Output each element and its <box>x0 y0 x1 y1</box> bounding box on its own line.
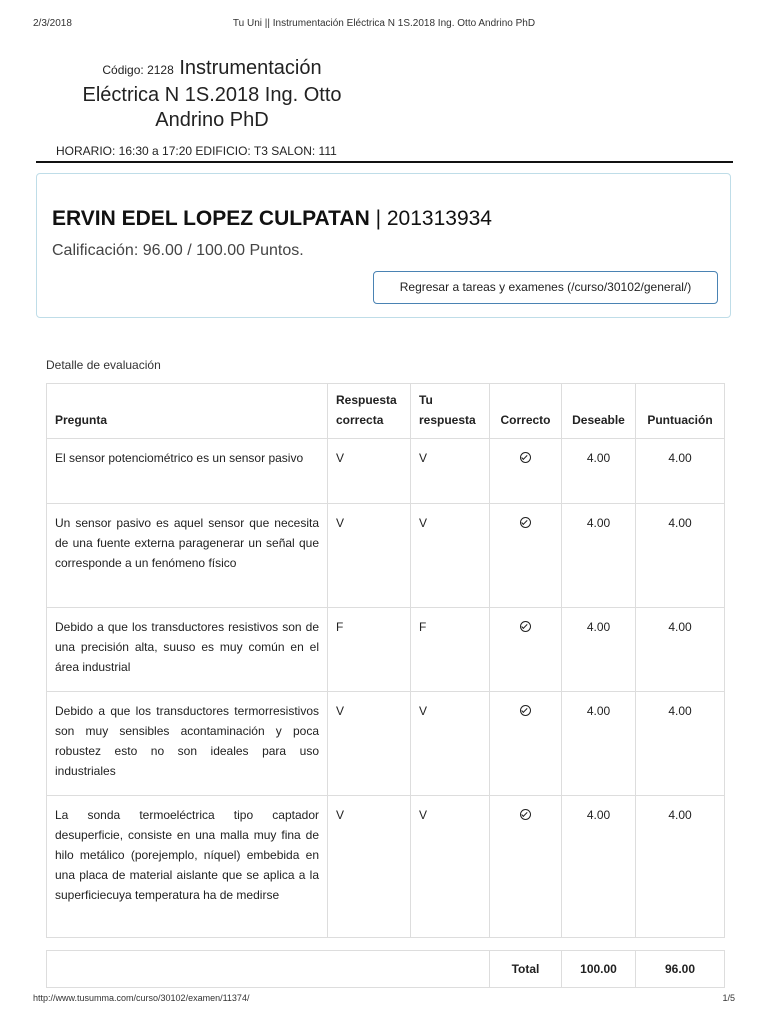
question-cell: Un sensor pasivo es aquel sensor que necesita de una fuente externa paragenerar un señal que corresponde a un fenómeno físico <box>47 504 328 608</box>
check-circle-icon <box>520 621 531 632</box>
print-title: Tu Uni || Instrumentación Eléctrica N 1S.2018 Ing. Otto Andrino PhD <box>232 18 536 29</box>
score-cell: 4.00 <box>636 796 725 938</box>
col-header-desired: Deseable <box>562 384 636 439</box>
course-name-line3: Andrino PhD <box>155 109 269 131</box>
correct-cell <box>490 504 562 608</box>
desired-cell: 4.00 <box>562 608 636 692</box>
print-date: 2/3/2018 <box>33 18 72 29</box>
col-header-score: Puntuación <box>636 384 725 439</box>
correct-answer-cell: V <box>328 796 411 938</box>
col-header-correct-answer: Respuesta correcta <box>328 384 411 439</box>
correct-answer-cell: F <box>328 608 411 692</box>
col-header-correct: Correcto <box>490 384 562 439</box>
question-cell: Debido a que los transductores termorresistivos son muy sensibles acontaminación y poca robustez esto no son ideales para uso industriales <box>47 692 328 796</box>
student-panel <box>36 173 731 318</box>
table-header-row <box>47 384 725 439</box>
check-circle-icon <box>520 705 531 716</box>
correct-answer-cell: V <box>328 692 411 796</box>
grade-summary: Calificación: 96.00 / 100.00 Puntos. <box>52 242 304 259</box>
table-row <box>47 692 725 796</box>
table-row <box>47 504 725 608</box>
question-cell: La sonda termoeléctrica tipo captador desuperficie, consiste en una malla muy fina de hilo metálico (porejemplo, níquel) embebida en una placa de material aislante que se aplica a la superficiecuya temperatura ha de medirse <box>47 796 328 938</box>
correct-answer-cell: V <box>328 439 411 504</box>
your-answer-cell: V <box>411 796 490 938</box>
correct-cell <box>490 608 562 692</box>
score-cell: 4.00 <box>636 439 725 504</box>
course-name-line2: Eléctrica N 1S.2018 Ing. Otto <box>82 84 342 106</box>
course-name-line1: Instrumentación <box>179 57 322 79</box>
correct-cell <box>490 439 562 504</box>
student-name: ERVIN EDEL LOPEZ CULPATAN <box>52 207 370 230</box>
total-desired: 100.00 <box>562 951 636 988</box>
totals-table <box>46 950 725 988</box>
table-row <box>47 439 725 504</box>
correct-cell <box>490 796 562 938</box>
evaluation-detail-title: Detalle de evaluación <box>46 358 161 372</box>
correct-answer-cell: V <box>328 504 411 608</box>
desired-cell: 4.00 <box>562 439 636 504</box>
back-to-tasks-button[interactable]: Regresar a tareas y examenes (/curso/30102/general/) <box>373 271 718 304</box>
question-cell: El sensor potenciométrico es un sensor pasivo <box>47 439 328 504</box>
totals-spacer <box>47 951 490 988</box>
your-answer-cell: V <box>411 439 490 504</box>
col-header-your-answer: Tu respuesta <box>411 384 490 439</box>
header-divider <box>36 161 733 163</box>
desired-cell: 4.00 <box>562 504 636 608</box>
totals-row <box>47 951 725 988</box>
check-circle-icon <box>520 809 531 820</box>
student-id: 201313934 <box>386 207 492 230</box>
total-score: 96.00 <box>636 951 725 988</box>
col-header-question: Pregunta <box>47 384 328 439</box>
page-url: http://www.tusumma.com/curso/30102/examen/11374/ <box>33 993 250 1003</box>
print-header <box>0 0 768 29</box>
course-title <box>52 56 372 133</box>
correct-cell <box>490 692 562 796</box>
score-cell: 4.00 <box>636 608 725 692</box>
desired-cell: 4.00 <box>562 796 636 938</box>
total-label: Total <box>490 951 562 988</box>
table-row <box>47 796 725 938</box>
score-cell: 4.00 <box>636 692 725 796</box>
page-number: 1/5 <box>722 993 735 1003</box>
desired-cell: 4.00 <box>562 692 636 796</box>
course-code: Código: 2128 <box>102 63 174 77</box>
check-circle-icon <box>520 452 531 463</box>
student-heading <box>52 207 492 231</box>
your-answer-cell: F <box>411 608 490 692</box>
student-separator: | <box>369 207 387 230</box>
course-schedule: HORARIO: 16:30 a 17:20 EDIFICIO: T3 SALON: 111 <box>56 144 337 158</box>
evaluation-table <box>46 383 725 938</box>
table-row <box>47 608 725 692</box>
check-circle-icon <box>520 517 531 528</box>
your-answer-cell: V <box>411 504 490 608</box>
your-answer-cell: V <box>411 692 490 796</box>
question-cell: Debido a que los transductores resistivos son de una precisión alta, suuso es muy común en el área industrial <box>47 608 328 692</box>
score-cell: 4.00 <box>636 504 725 608</box>
